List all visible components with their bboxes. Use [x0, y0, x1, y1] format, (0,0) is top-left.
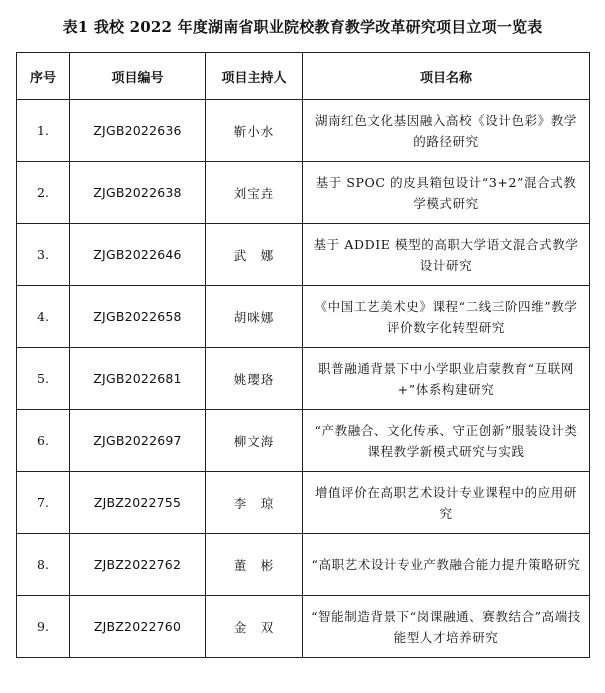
table-row	[17, 410, 590, 472]
cell-code: ZJGB2022697	[70, 410, 206, 472]
cell-name: 湖南红色文化基因融入高校《设计色彩》教学的路径研究	[303, 100, 590, 162]
cell-host: 董 彬	[206, 534, 303, 596]
cell-name: “产教融合、文化传承、守正创新”服装设计类课程教学新模式研究与实践	[303, 410, 590, 472]
cell-name: 《中国工艺美术史》课程“二线三阶四维”教学评价数字化转型研究	[303, 286, 590, 348]
cell-code: ZJBZ2022755	[70, 472, 206, 534]
cell-index: 7.	[17, 472, 70, 534]
header-host: 项目主持人	[206, 53, 303, 100]
cell-name: 基于 ADDIE 模型的高职大学语文混合式教学设计研究	[303, 224, 590, 286]
header-name: 项目名称	[303, 53, 590, 100]
table-row	[17, 596, 590, 658]
cell-index: 6.	[17, 410, 70, 472]
cell-host: 靳小水	[206, 100, 303, 162]
table-row	[17, 100, 590, 162]
cell-index: 1.	[17, 100, 70, 162]
cell-index: 8.	[17, 534, 70, 596]
cell-host: 李 琼	[206, 472, 303, 534]
cell-name: 增值评价在高职艺术设计专业课程中的应用研究	[303, 472, 590, 534]
table-row	[17, 286, 590, 348]
header-index: 序号	[17, 53, 70, 100]
cell-host: 胡咪娜	[206, 286, 303, 348]
table-row	[17, 162, 590, 224]
project-table	[16, 52, 590, 658]
cell-code: ZJBZ2022760	[70, 596, 206, 658]
cell-name: 职普融通背景下中小学职业启蒙教育“互联网+”体系构建研究	[303, 348, 590, 410]
table-header-row	[17, 53, 590, 100]
cell-code: ZJGB2022638	[70, 162, 206, 224]
cell-index: 3.	[17, 224, 70, 286]
table-row	[17, 348, 590, 410]
header-code: 项目编号	[70, 53, 206, 100]
document-title: 表1 我校 2022 年度湖南省职业院校教育教学改革研究项目立项一览表	[62, 18, 543, 36]
cell-index: 4.	[17, 286, 70, 348]
cell-host: 刘宝垚	[206, 162, 303, 224]
cell-index: 2.	[17, 162, 70, 224]
cell-code: ZJGB2022658	[70, 286, 206, 348]
cell-name: “智能制造背景下“岗课融通、赛教结合”高端技能型人才培养研究	[303, 596, 590, 658]
cell-index: 5.	[17, 348, 70, 410]
cell-host: 武 娜	[206, 224, 303, 286]
cell-code: ZJBZ2022762	[70, 534, 206, 596]
table-row	[17, 472, 590, 534]
cell-index: 9.	[17, 596, 70, 658]
cell-host: 姚璎珞	[206, 348, 303, 410]
cell-code: ZJGB2022636	[70, 100, 206, 162]
cell-host: 金 双	[206, 596, 303, 658]
cell-code: ZJGB2022646	[70, 224, 206, 286]
table-row	[17, 534, 590, 596]
cell-name: 基于 SPOC 的皮具箱包设计“3+2”混合式教学模式研究	[303, 162, 590, 224]
cell-code: ZJGB2022681	[70, 348, 206, 410]
table-row	[17, 224, 590, 286]
cell-host: 柳文海	[206, 410, 303, 472]
cell-name: “高职艺术设计专业产教融合能力提升策略研究	[303, 534, 590, 596]
